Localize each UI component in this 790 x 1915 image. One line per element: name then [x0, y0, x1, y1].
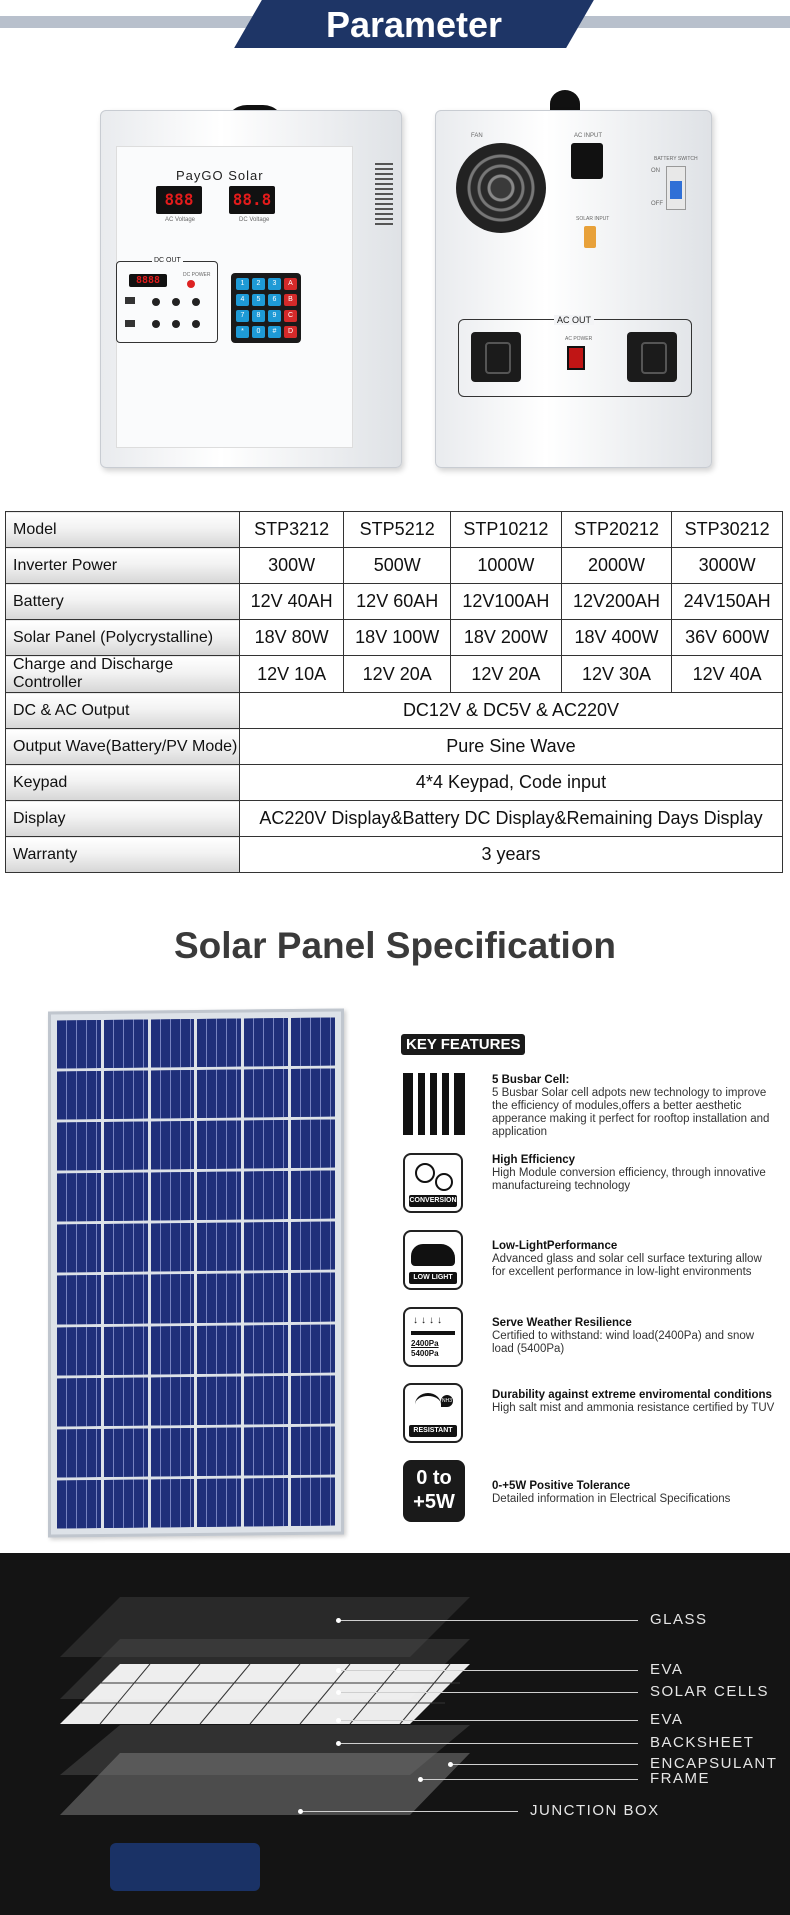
solar-cell [57, 1122, 101, 1171]
spec-row [6, 656, 783, 693]
ac-input-socket [571, 143, 603, 179]
feature-low-light [403, 1230, 783, 1295]
solar-cell [244, 1376, 288, 1425]
spec-cell: 500W [344, 548, 451, 584]
spec-row [6, 837, 783, 873]
solar-cell [104, 1377, 148, 1426]
spec-cell: 18V 200W [451, 620, 562, 656]
solar-cell [104, 1122, 148, 1171]
keypad-key[interactable]: 9 [268, 310, 281, 322]
off-label: OFF [651, 201, 663, 207]
feature-weather [403, 1307, 783, 1372]
layer-label: EVA [650, 1711, 684, 1728]
ac-power-switch[interactable] [567, 346, 585, 370]
solar-cell [244, 1427, 288, 1476]
spec-cell-merged: 3 years [240, 837, 783, 873]
spec-cell-merged: Pure Sine Wave [240, 729, 783, 765]
solar-cell [104, 1479, 148, 1528]
solar-cell [151, 1275, 195, 1324]
spec-cell: 12V 20A [344, 656, 451, 693]
solar-cell [151, 1019, 195, 1068]
spec-cell: 12V 10A [240, 656, 344, 693]
spec-row [6, 729, 783, 765]
spec-row-label: Warranty [6, 837, 240, 873]
feature-busbar [403, 1073, 783, 1143]
low-light-icon [403, 1230, 465, 1292]
solar-cell [151, 1479, 195, 1528]
spec-row-label: Output Wave(Battery/PV Mode) [6, 729, 240, 765]
spec-row-label: Battery [6, 584, 240, 620]
spec-cell: STP3212 [240, 512, 344, 548]
spec-row-label: Inverter Power [6, 548, 240, 584]
front-unit-image [100, 85, 405, 475]
solar-cell [291, 1477, 335, 1526]
ac-outlet-left [471, 332, 521, 382]
solar-cell [197, 1121, 241, 1170]
spec-cell: STP5212 [344, 512, 451, 548]
solar-cell [197, 1019, 241, 1068]
ac-input-label: AC INPUT [574, 133, 603, 139]
keypad-key[interactable]: 4 [236, 294, 249, 306]
solar-cell [197, 1070, 241, 1119]
solar-spec-heading: Solar Panel Specification [173, 925, 617, 966]
spec-row-label: Solar Panel (Polycrystalline) [6, 620, 240, 656]
spec-row [6, 765, 783, 801]
solar-cell [151, 1326, 195, 1375]
solar-cell [244, 1222, 288, 1271]
solar-cell [151, 1172, 195, 1221]
solar-cell [197, 1223, 241, 1272]
solar-cell [291, 1069, 335, 1118]
solar-cell [197, 1478, 241, 1527]
spec-row [6, 512, 783, 548]
resistant-label: RESISTANT [409, 1425, 457, 1437]
solar-cell [291, 1171, 335, 1220]
layer-marker [336, 1668, 341, 1673]
layer-leader-line [450, 1764, 638, 1765]
spec-cell: STP30212 [672, 512, 783, 548]
conversion-icon [403, 1153, 465, 1215]
keypad-key[interactable]: 1 [236, 278, 249, 290]
on-label: ON [651, 168, 660, 174]
battery-switch[interactable] [666, 166, 686, 210]
solar-cell [291, 1120, 335, 1169]
spec-cell: 1000W [451, 548, 562, 584]
spec-cell: 18V 80W [240, 620, 344, 656]
spec-row [6, 584, 783, 620]
back-unit-image [430, 85, 715, 475]
ac-display: 888 [156, 186, 202, 214]
layer-marker [336, 1741, 341, 1746]
feature-title: Low-LightPerformance [492, 1240, 618, 1252]
nh3-badge: NH3 [441, 1395, 453, 1407]
solar-cell [57, 1327, 101, 1376]
solar-input-connector [584, 226, 596, 248]
conversion-label: CONVERSION [409, 1195, 457, 1207]
keypad-key[interactable]: 5 [252, 294, 265, 306]
section-header [0, 0, 790, 48]
feature-title: Durability against extreme enviromental conditions [492, 1389, 772, 1401]
solar-cell [57, 1480, 101, 1529]
solar-cell [57, 1020, 101, 1069]
solar-cell [57, 1173, 101, 1222]
spec-row [6, 548, 783, 584]
solar-cell [244, 1274, 288, 1323]
solar-cell [197, 1325, 241, 1374]
spec-cell: 12V200AH [561, 584, 672, 620]
solar-cell [151, 1377, 195, 1426]
feature-title: Serve Weather Resilience [492, 1317, 632, 1329]
resistant-icon [403, 1383, 465, 1445]
layer-marker [336, 1690, 341, 1695]
layer-cells-shape [60, 1664, 470, 1724]
solar-cell [291, 1375, 335, 1424]
fan-icon [456, 143, 546, 233]
keypad-key[interactable]: A [284, 278, 297, 290]
solar-cell [104, 1275, 148, 1324]
layer-leader-line [300, 1811, 518, 1812]
keypad-key[interactable]: 7 [236, 310, 249, 322]
solar-cell [57, 1378, 101, 1427]
layers-diagram [0, 1553, 790, 1915]
spec-cell: 12V 20A [451, 656, 562, 693]
keypad-key[interactable]: 0 [252, 326, 265, 338]
ac-out-panel [458, 315, 692, 397]
layer-leader-line [338, 1620, 638, 1621]
layer-label: BACKSHEET [650, 1734, 755, 1751]
solar-cell [57, 1275, 101, 1324]
spec-row-label: Keypad [6, 765, 240, 801]
spec-table [5, 511, 783, 873]
layer-marker [336, 1618, 341, 1623]
solar-cell [197, 1427, 241, 1476]
spec-cell-merged: 4*4 Keypad, Code input [240, 765, 783, 801]
dc-voltage-label: DC Voltage [239, 217, 270, 223]
solar-input-label: SOLAR INPUT [576, 216, 610, 222]
spec-cell: 18V 400W [561, 620, 672, 656]
solar-cell [104, 1071, 148, 1120]
solar-cell [104, 1173, 148, 1222]
solar-cell [291, 1273, 335, 1322]
tolerance-icon [403, 1460, 465, 1522]
spec-row [6, 693, 783, 729]
page-title: Parameter [325, 4, 503, 45]
solar-cell [57, 1224, 101, 1273]
solar-cell [291, 1018, 335, 1067]
dc-display: 88.8 [229, 186, 275, 214]
layer-marker [418, 1777, 423, 1782]
layer-marker [448, 1762, 453, 1767]
spec-cell: 300W [240, 548, 344, 584]
solar-cell [244, 1018, 288, 1067]
spec-row-label: Charge and Discharge Controller [6, 656, 240, 693]
solar-cell [151, 1428, 195, 1477]
keypad-key[interactable]: C [284, 310, 297, 322]
keypad-key[interactable]: * [236, 326, 249, 338]
solar-cell [197, 1376, 241, 1425]
brand-label: PayGO Solar [176, 168, 264, 183]
layer-label: GLASS [650, 1611, 708, 1628]
spec-cell: 18V 100W [344, 620, 451, 656]
solar-panel-image [48, 1008, 344, 1537]
spec-cell: 12V 40AH [240, 584, 344, 620]
spec-cell: 24V150AH [672, 584, 783, 620]
solar-cell [104, 1020, 148, 1069]
solar-cell [197, 1274, 241, 1323]
solar-cell [151, 1070, 195, 1119]
feature-desc: High salt mist and ammonia resistance certified by TUV [492, 1402, 775, 1414]
junction-box-shape [110, 1843, 260, 1891]
layer-marker [336, 1718, 341, 1723]
solar-cell [291, 1426, 335, 1475]
spec-cell: 36V 600W [672, 620, 783, 656]
solar-cell [244, 1120, 288, 1169]
dc-out-label: DC OUT [154, 257, 181, 264]
spec-cell-merged: DC12V & DC5V & AC220V [240, 693, 783, 729]
feature-durability [403, 1383, 783, 1451]
keypad-key[interactable]: 8 [252, 310, 265, 322]
layer-leader-line [420, 1779, 638, 1780]
load-label-wind: 2400Pa [411, 1339, 439, 1348]
solar-cell [244, 1325, 288, 1374]
dc-power-label: DC POWER [183, 272, 211, 278]
spec-cell: STP20212 [561, 512, 672, 548]
feature-title: High Efficiency [492, 1154, 576, 1166]
spec-cell-merged: AC220V Display&Battery DC Display&Remaining Days Display [240, 801, 783, 837]
layer-leader-line [338, 1670, 638, 1671]
spec-cell: 12V100AH [451, 584, 562, 620]
ac-out-label: AC OUT [554, 315, 594, 325]
product-photos [0, 85, 790, 475]
solar-cell [57, 1429, 101, 1478]
spec-cell: 3000W [672, 548, 783, 584]
key-features-title: KEY FEATURES [401, 1034, 525, 1055]
feature-title: 0-+5W Positive Tolerance [492, 1480, 631, 1492]
spec-cell: 12V 60AH [344, 584, 451, 620]
spec-row [6, 801, 783, 837]
solar-cell [151, 1223, 195, 1272]
solar-cell [244, 1478, 288, 1527]
spec-row-label: Display [6, 801, 240, 837]
layer-backsheet-shape [60, 1753, 470, 1815]
layer-label: JUNCTION BOX [530, 1802, 660, 1819]
keypad-key[interactable]: B [284, 294, 297, 306]
solar-cell [291, 1222, 335, 1271]
dc-power-switch[interactable] [187, 280, 195, 288]
spec-cell: 12V 40A [672, 656, 783, 693]
feature-desc: Certified to withstand: wind load(2400Pa) and snow load (5400Pa) [492, 1330, 755, 1355]
layer-label: SOLAR CELLS [650, 1683, 770, 1700]
solar-cell [104, 1428, 148, 1477]
mini-display: 8888 [129, 274, 167, 287]
layer-label: EVA [650, 1661, 684, 1678]
solar-cell [104, 1326, 148, 1375]
load-label-snow: 5400Pa [411, 1349, 439, 1358]
keypad-key[interactable]: D [284, 326, 297, 338]
solar-cell [244, 1069, 288, 1118]
layer-leader-line [338, 1692, 638, 1693]
busbar-icon [403, 1073, 465, 1135]
solar-cell [57, 1071, 101, 1120]
feature-desc: High Module conversion efficiency, through innovative manufactureing technology [492, 1167, 766, 1192]
keypad-key[interactable]: 6 [268, 294, 281, 306]
solar-cell [291, 1324, 335, 1373]
fan-label: FAN [471, 133, 483, 139]
keypad-key[interactable]: 2 [252, 278, 265, 290]
spec-row-label: DC & AC Output [6, 693, 240, 729]
keypad-key[interactable]: # [268, 326, 281, 338]
feature-efficiency [403, 1153, 783, 1218]
ac-power-label: AC POWER [565, 336, 593, 342]
battery-switch-label: BATTERY SWITCH [654, 156, 698, 162]
spec-row [6, 620, 783, 656]
load-icon: ↓↓↓↓ 2400Pa 5400Pa [403, 1307, 465, 1369]
layer-label: FRAME [650, 1770, 710, 1787]
solar-cell [151, 1121, 195, 1170]
layer-marker [298, 1809, 303, 1814]
keypad [231, 273, 301, 343]
feature-desc: 5 Busbar Solar cell adpots new technology to improve the efficiency of modules,offers a better aesthetic apperance making it perfect for rooftop installation and application [492, 1087, 770, 1138]
spec-cell: 2000W [561, 548, 672, 584]
tolerance-label-bottom: +5W [413, 1491, 455, 1513]
feature-desc: Advanced glass and solar cell surface texturing allow for excellent performance in low-light environments [492, 1253, 762, 1278]
solar-cell [244, 1171, 288, 1220]
low-light-label: LOW LIGHT [409, 1272, 457, 1284]
solar-cell [197, 1172, 241, 1221]
spec-cell: 12V 30A [561, 656, 672, 693]
ac-voltage-label: AC Voltage [165, 217, 196, 223]
spec-cell: STP10212 [451, 512, 562, 548]
layer-leader-line [338, 1720, 638, 1721]
feature-desc: Detailed information in Electrical Specifications [492, 1493, 731, 1505]
layer-label: ENCAPSULANT [650, 1755, 778, 1772]
dc-out-panel [116, 257, 218, 343]
keypad-key[interactable]: 3 [268, 278, 281, 290]
feature-title: 5 Busbar Cell: [492, 1074, 570, 1086]
tolerance-label-top: 0 to [416, 1467, 452, 1489]
ac-outlet-right [627, 332, 677, 382]
solar-cell [104, 1224, 148, 1273]
feature-tolerance [403, 1460, 783, 1525]
spec-row-label: Model [6, 512, 240, 548]
layer-leader-line [338, 1743, 638, 1744]
